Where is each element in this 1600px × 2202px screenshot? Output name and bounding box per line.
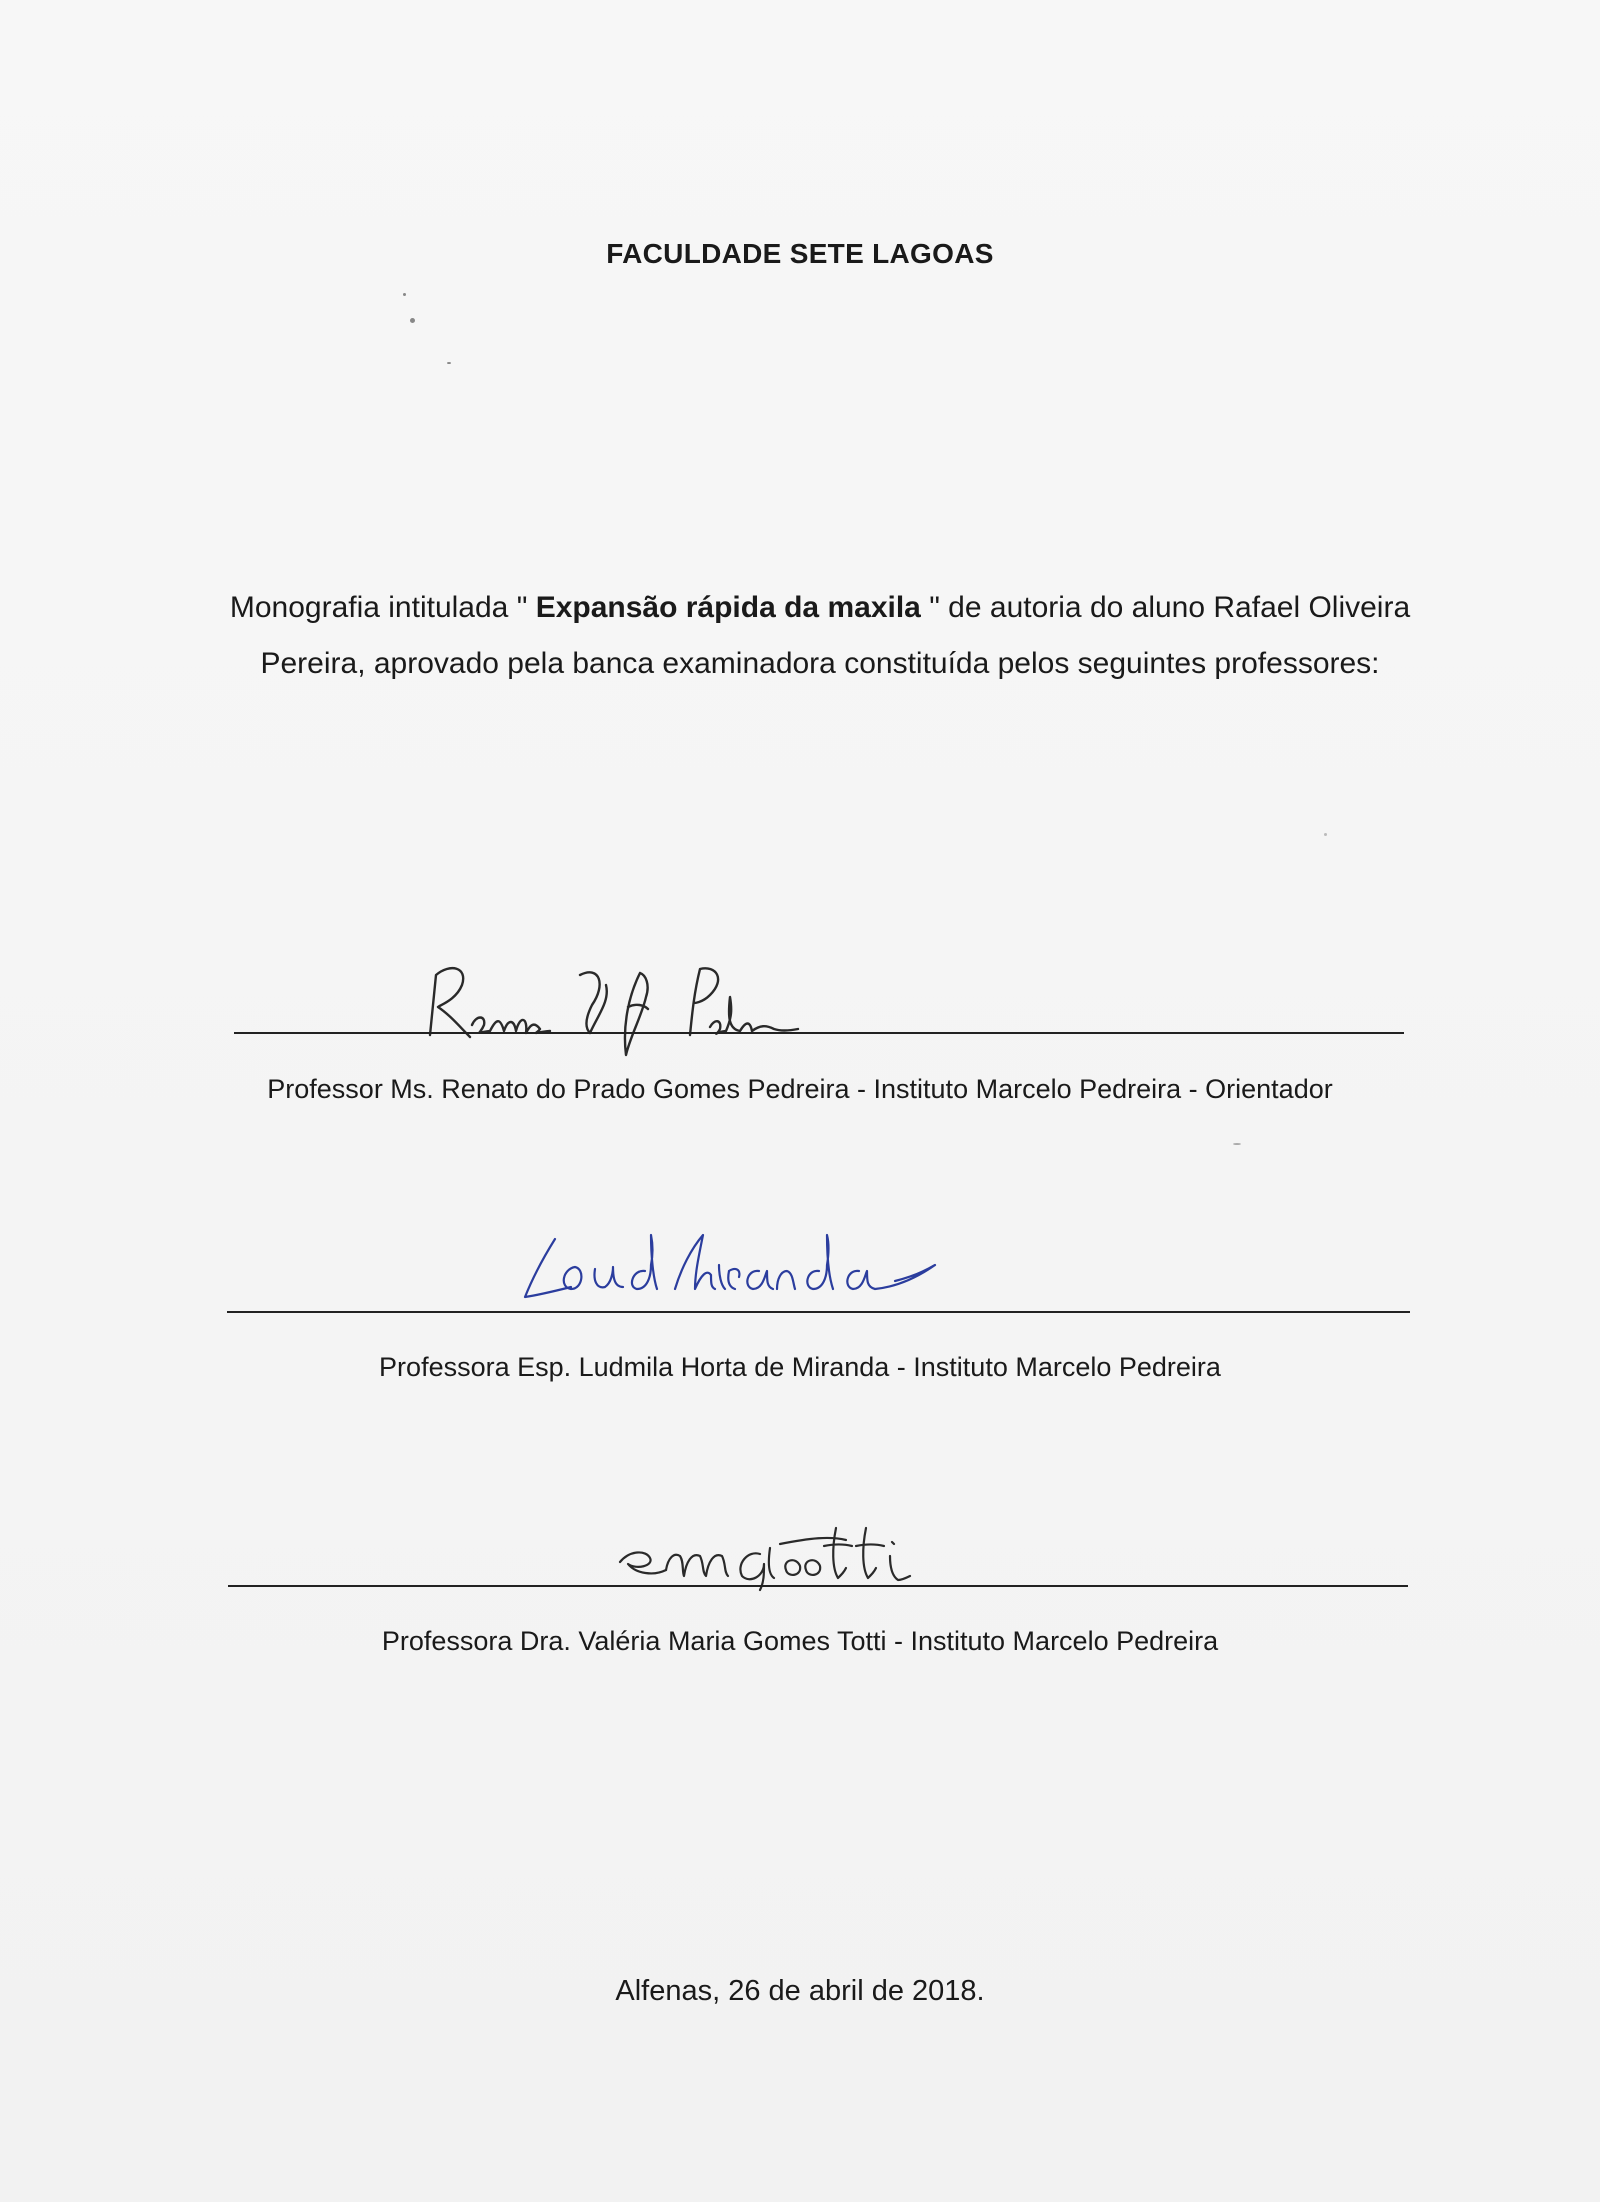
signature-line-3	[228, 1585, 1408, 1587]
document-date: Alfenas, 26 de abril de 2018.	[615, 1975, 985, 2007]
examiner-3-caption: Professora Dra. Valéria Maria Gomes Totti - Instituto Marcelo Pedreira	[381, 1626, 1219, 1656]
intro-text-before: Monografia intitulada "	[229, 591, 536, 624]
scan-speck	[1233, 1143, 1241, 1145]
signature-line-2	[227, 1311, 1410, 1313]
scan-speck	[410, 318, 415, 323]
scan-speck	[447, 362, 451, 364]
signature-valeria	[610, 1520, 970, 1600]
intro-paragraph	[220, 580, 1420, 692]
monograph-title: Expansão rápida da maxila	[535, 591, 921, 624]
examiner-1-caption: Professor Ms. Renato do Prado Gomes Pedreira - Instituto Marcelo Pedreira - Orientador	[267, 1074, 1333, 1104]
examiner-2-caption: Professora Esp. Ludmila Horta de Miranda - Instituto Marcelo Pedreira	[379, 1352, 1221, 1382]
intro-text-after: " de autoria do aluno Rafael Oliveira Pereira, aprovado pela banca examinadora constituída pelos seguintes professores:	[260, 591, 1411, 680]
signature-renato	[410, 945, 810, 1065]
scan-speck	[1324, 833, 1327, 836]
institution-name: FACULDADE SETE LAGOAS	[606, 238, 994, 269]
signature-ludmila	[515, 1225, 945, 1315]
signature-line-1	[234, 1032, 1404, 1034]
scan-speck	[403, 293, 406, 296]
